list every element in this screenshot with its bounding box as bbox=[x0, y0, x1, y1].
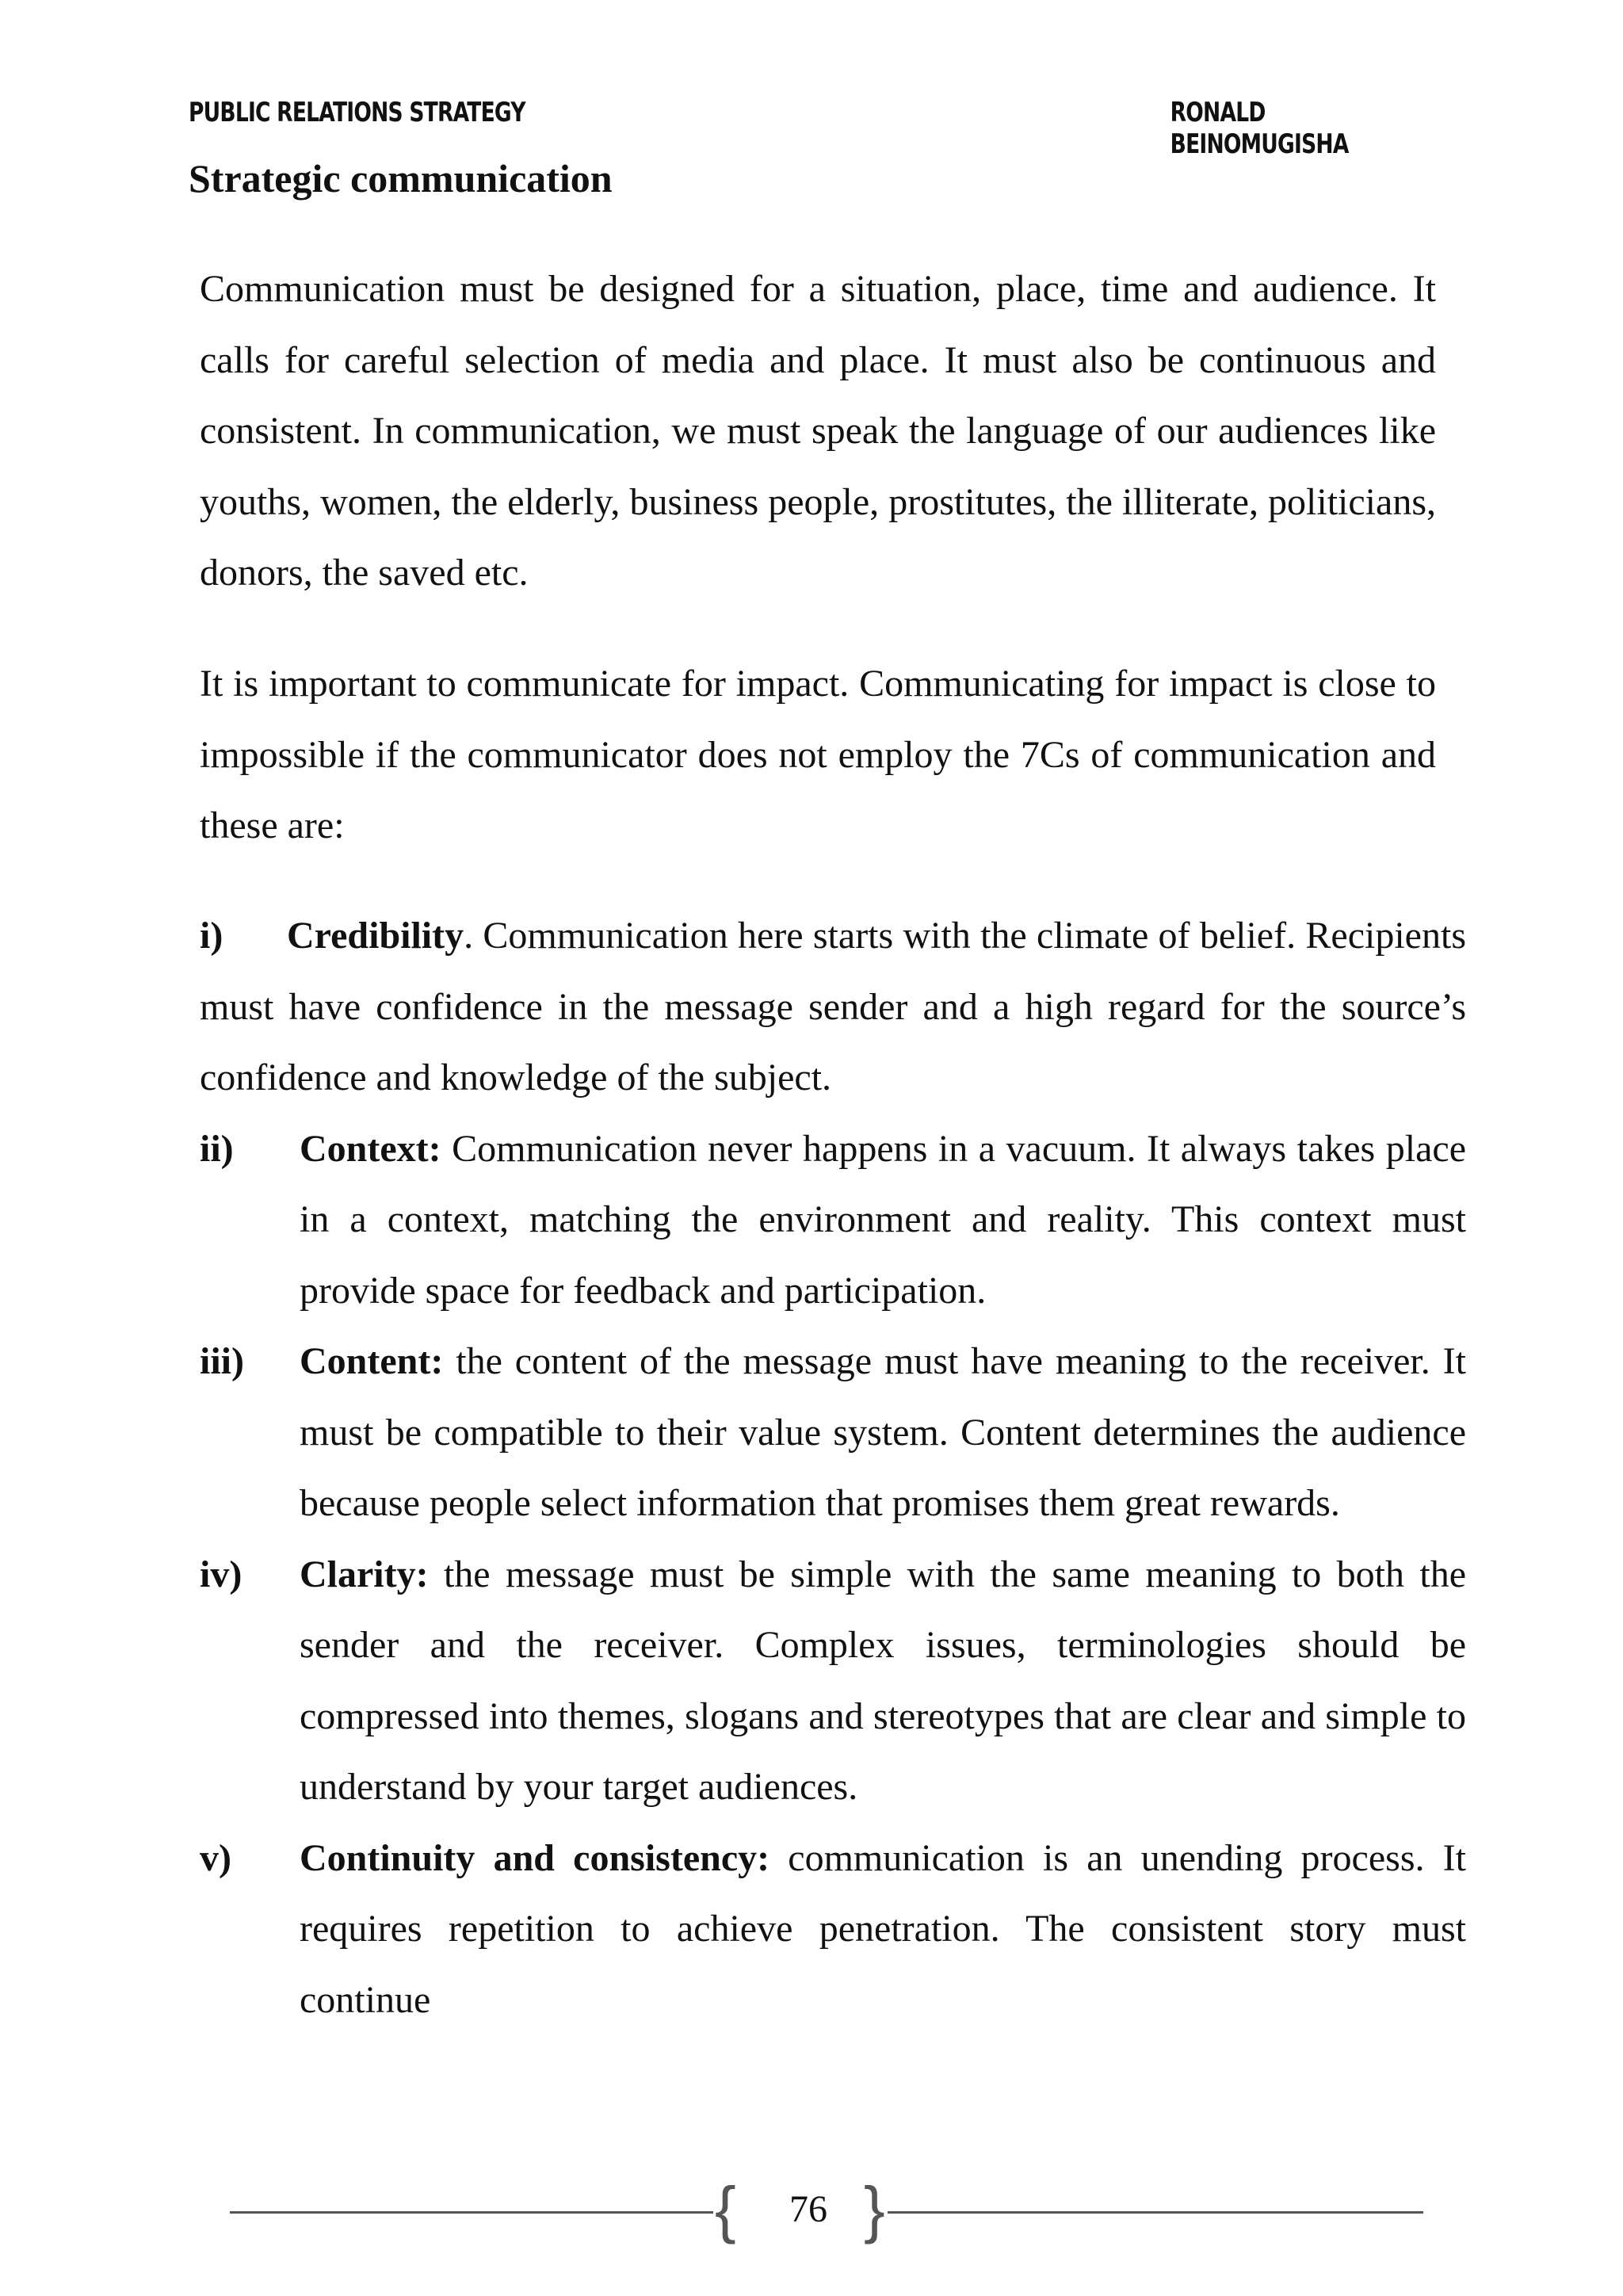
list-item-text: communication is an unending process. It requires repetition to achieve penetration. The consistent story must continue bbox=[300, 1836, 1467, 2021]
list-item-text: the content of the message must have meaning to the receiver. It must be compatible to their value system. Content determines the audience because people select information that promises them great rewards. bbox=[300, 1340, 1466, 1524]
seven-cs-list bbox=[200, 900, 1466, 2035]
running-header bbox=[189, 97, 1357, 160]
footer-rule-right bbox=[888, 2211, 1423, 2214]
list-item-term: Credibility bbox=[287, 915, 464, 957]
header-author-name: RONALD BEINOMUGISHA bbox=[1170, 97, 1349, 160]
list-item-text: the message must be simple with the same meaning to both the sender and the receiver. Complex issues, terminologies should be compressed into themes, slogans and stereotypes that are clear and simple to understand by your target audiences. bbox=[300, 1553, 1466, 1808]
section-title: Strategic communication bbox=[189, 156, 613, 201]
list-item-number: iv) bbox=[200, 1553, 242, 1595]
list-item bbox=[200, 900, 1466, 1114]
list-item-number: ii) bbox=[200, 1127, 234, 1170]
list-item-text: . Communication here starts with the climate of belief. Recipients must have confidence in the message sender and a high regard for the source’s confidence and knowledge of the subject. bbox=[200, 915, 1466, 1098]
list-item bbox=[200, 1823, 1466, 2036]
list-item-term: Context: bbox=[300, 1127, 441, 1170]
footer-brace-left: { bbox=[715, 2174, 736, 2244]
list-item-number: iii) bbox=[200, 1340, 244, 1382]
body-paragraph: Communication must be designed for a situation, place, time and audience. It calls for careful selection of media and place. It must also be continuous and consistent. In communication, we must speak the language of our audiences like youths, women, the elderly, business people, prostitutes, the illiterate, politicians, donors, the saved etc. bbox=[200, 268, 1436, 594]
list-item bbox=[200, 1326, 1466, 1539]
list-item-number: i) bbox=[200, 915, 223, 957]
page-number: 76 bbox=[789, 2188, 827, 2230]
list-item bbox=[200, 1539, 1466, 1823]
page-footer bbox=[230, 2172, 1423, 2251]
list-item-text: Communication never happens in a vacuum. It always takes place in a context, matching the environment and reality. This context must provide space for feedback and participation. bbox=[300, 1127, 1466, 1312]
footer-rule-left bbox=[230, 2211, 713, 2214]
footer-brace-right: } bbox=[864, 2174, 885, 2244]
header-book-title: PUBLIC RELATIONS STRATEGY bbox=[189, 97, 525, 128]
list-item-term: Continuity and consistency: bbox=[300, 1836, 770, 1879]
list-item-number: v) bbox=[200, 1836, 231, 1879]
body-paragraph: It is important to communicate for impact. Communicating for impact is close to impossible if the communicator does not employ the 7Cs of communication and these are: bbox=[200, 663, 1436, 846]
list-item-term: Clarity: bbox=[300, 1553, 429, 1595]
list-item-term: Content: bbox=[300, 1340, 444, 1382]
list-item bbox=[200, 1114, 1466, 1327]
